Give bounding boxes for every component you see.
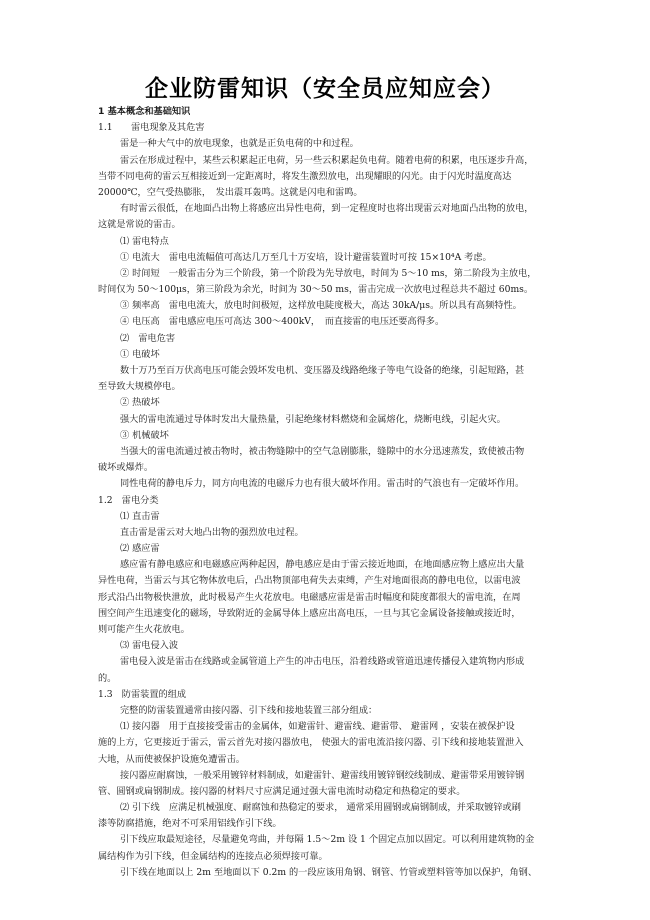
paragraph-line: 接闪器应耐腐蚀，一般采用镀锌材料制成，如避雷针、避雷线用镀锌钢绞线制成、避雷带采用镀锌钢 (120, 769, 525, 781)
paragraph-line: 引下线应取最短途径，尽量避免弯曲，并每隔 1.5～2m 设 1 个固定点加以固定。可以利用建筑物的金 (120, 834, 535, 846)
paragraph-line: 属结构作为引下线，但金属结构的连接点必须焊接可靠。 (98, 850, 328, 862)
paragraph-line: 有时雷云很低，在地面凸出物上将感应出异性电荷，到一定程度时也将出现雷云对地面凸出物的放电， (120, 203, 534, 215)
paragraph-line: 同性电荷的静电斥力，同方向电流的电磁斥力也有很大破坏作用。雷击时的气浪也有一定破坏作用。 (120, 478, 525, 490)
paragraph-line: 雷电侵入波是雷击在线路或金属管道上产生的冲击电压，沿着线路或管道迅速传播侵入建筑物内形成 (120, 656, 525, 668)
paragraph-line: 雷是一种大气中的放电现象，也就是正负电荷的中和过程。 (120, 138, 359, 150)
subsection-heading: 1.1 雷电现象及其危害 (98, 122, 205, 134)
list-item: ④ 电压高 雷电感应电压可高达 300～400kV， 而直接雷的电压还要高得多。 (120, 316, 445, 328)
paragraph-line: 这就是常说的雷击。 (98, 219, 181, 231)
paragraph-line: 直击雷是雷云对大地凸出物的强烈放电过程。 (120, 526, 304, 538)
list-heading: ⑶ 雷电侵入波 (120, 640, 179, 652)
paragraph-line: 完整的防雷装置通常由接闪器、引下线和接地装置三部分组成： (120, 704, 378, 716)
list-item: ② 时间短 一般雷击分为三个阶段，第一个阶段为先导放电，时间为 5～10 ms，第二阶段为主放电， (120, 267, 537, 279)
list-heading: ③ 机械破坏 (120, 429, 169, 441)
paragraph-line: 数十万乃至百万伏高电压可能会毁坏发电机、变压器及线路绝缘子等电气设备的绝缘，引起短路，甚 (120, 365, 525, 376)
paragraph-line: 的。 (98, 672, 117, 684)
list-item: ③ 频率高 雷电电流大，放电时间极短，这样放电陡度极大，高达 30kA/μs。所以具有高频特性。 (120, 300, 522, 312)
paragraph-line: 20000℃，空气受热膨胀， 发出震耳轰鸣。这就是闪电和雷鸣。 (98, 186, 363, 198)
paragraph-line: 管、圆钢或扁钢制成。接闪器的材料尺寸应满足通过强大雷电流时动稳定和热稳定的要求。 (98, 785, 466, 797)
list-heading: ② 热破坏 (120, 397, 160, 409)
list-item: ⑵ 引下线 应满足机械强度、耐腐蚀和热稳定的要求， 通常采用圆钢或扁钢制成，并采取镀锌或刷 (120, 802, 521, 814)
list-heading: ⑵ 雷电危害 (120, 332, 176, 344)
paragraph-line: 强大的雷电流通过导体时发出大量热量，引起绝缘材料燃烧和金属熔化，烧断电线，引起火灾。 (120, 413, 506, 425)
paragraph-line: 当强大的雷电流通过被击物时，被击物缝隙中的空气急剧膨胀，缝隙中的水分迅速蒸发，致使被击物 (120, 445, 525, 457)
list-item: ① 电流大 雷电电流幅值可高达几万至几十万安培，设计避雷装置时可按 15×10⁴A 考虑。 (120, 251, 492, 263)
paragraph-line: 当带不同电荷的雷云互相接近到一定距离时，将发生激烈放电，出现耀眼的闪光。由于闪光时温度高达 (98, 170, 512, 182)
subsection-heading: 1.2 雷电分类 (98, 494, 159, 506)
paragraph-line: 破坏或爆炸。 (98, 462, 154, 474)
section-heading: 1 基本概念和基础知识 (98, 106, 191, 117)
list-item: ⑴ 接闪器 用于直接接受雷击的金属体，如避雷针、避雷线、避雷带、 避雷网 ，安装在被保护设 (120, 721, 515, 733)
paragraph-line: 感应雷有静电感应和电磁感应两种起因，静电感应是由于雷云接近地面，在地面感应物上感应出大量 (120, 559, 525, 571)
paragraph-line: 时间仅为 50～100μs，第三阶段为余光，时间为 30～50 ms，雷击完成一次放电过程总共不超过 60ms。 (98, 284, 534, 296)
subsection-heading: 1.3 防雷装置的组成 (98, 688, 187, 700)
paragraph-line: 漆等防腐措施，绝对不可采用铝线作引下线。 (98, 818, 282, 830)
document-title: 企业防雷知识（安全员应知应会） (145, 76, 505, 102)
paragraph-line: 异性电荷，当雷云与其它物体放电后，凸出物顶部电荷失去束缚，产生对地面很高的静电电位，以雷电波 (98, 575, 521, 587)
paragraph-line: 围空间产生迅速变化的磁场，导致附近的金属导体上感应出高电压，一旦与其它金属设备接触或接近时， (98, 607, 521, 619)
paragraph-line: 则可能产生火花放电。 (98, 624, 190, 635)
list-heading: ⑴ 直击雷 (120, 510, 160, 522)
paragraph-line: 至导致大规模停电。 (98, 381, 181, 393)
paragraph-line: 施的上方，它更接近于雷云，雷云首先对接闪器放电， 使强大的雷电流沿接闪器、引下线和接地装置泄入 (98, 737, 524, 749)
document-body (98, 104, 556, 881)
paragraph-line: 雷云在形成过程中，某些云积累起正电荷，另一些云积累起负电荷。随着电荷的积累，电压逐步升高， (120, 154, 534, 166)
list-heading: ① 电破坏 (120, 348, 160, 360)
paragraph-line: 大地，从而使被保护设施免遭雷击。 (98, 753, 245, 765)
list-heading: ⑵ 感应雷 (120, 543, 160, 555)
list-heading: ⑴ 雷电特点 (120, 235, 169, 247)
paragraph-line: 形式沿凸出物极快泄放，此时极易产生火花放电。电磁感应雷是雷击时幅度和陡度都很大的雷电流，在周 (98, 591, 521, 603)
paragraph-line: 引下线在地面以上 2m 至地面以下 0.2m 的一段应该用角钢、钢管、竹管或塑料管等加以保护，角钢、 (120, 866, 538, 878)
